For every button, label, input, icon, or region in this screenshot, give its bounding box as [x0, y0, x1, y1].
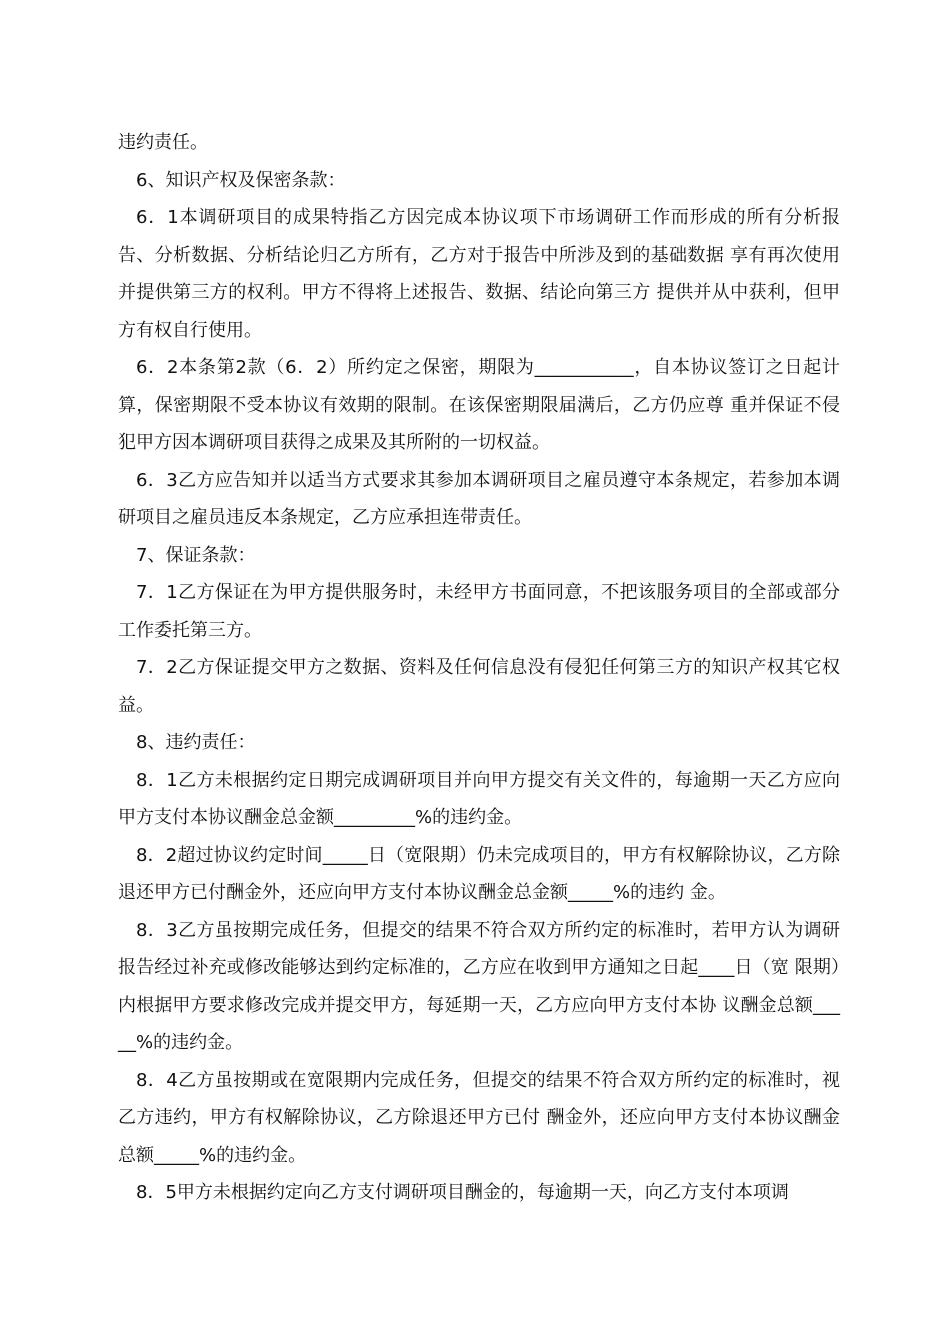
clause-8-3: 8．3乙方虽按期完成任务，但提交的结果不符合双方所约定的标准时，若甲方认为调研 报告经过补充或修改能够达到约定标准的，乙方应在收到甲方通知之日起____日（宽 限期）内根据甲方要求修改完成并提交甲方，每延期一天，乙方应向甲方支付本协 议酬金总额_____%的违约金。	[118, 919, 846, 1053]
section-heading-guarantee: 7、保证条款：	[136, 544, 256, 566]
section-heading-breach: 8、违约责任：	[136, 732, 256, 753]
clause-7-2: 7．2乙方保证提交甲方之数据、资料及任何信息没有侵犯任何第三方的知识产权其它权益。	[118, 657, 840, 716]
clause-8-1: 8．1乙方未根据约定日期完成调研项目并向甲方提交有关文件的，每逾期一天乙方应向甲方支付本协议酬金总金额_________%的违约金。	[118, 769, 840, 828]
paragraph-breach-tail: 违约责任。	[118, 132, 208, 153]
clause-6-1: 6．1本调研项目的成果特指乙方因完成本协议项下市场调研工作而形成的所有分析报告、分析数据、分析结论归乙方所有，乙方对于报告中所涉及到的基础数据 享有再次使用并提供第三方的权利。甲方不得将上述报告、数据、结论向第三方 提供并从中获利，但甲方有权自行使用。	[118, 207, 840, 341]
section-heading-ip-confidentiality: 6、知识产权及保密条款：	[136, 169, 346, 191]
clause-6-3: 6．3乙方应告知并以适当方式要求其参加本调研项目之雇员遵守本条规定，若参加本调研项目之雇员违反本条规定，乙方应承担连带责任。	[118, 469, 840, 528]
clause-7-1: 7．1乙方保证在为甲方提供服务时，未经甲方书面同意，不把该服务项目的全部或部分工作委托第三方。	[118, 582, 840, 641]
clause-8-2: 8．2超过协议约定时间_____日（宽限期）仍未完成项目的，甲方有权解除协议，乙方除退还甲方已付酬金外，还应向甲方支付本协议酬金总金额_____%的违约 金。	[118, 844, 840, 903]
document-body	[118, 124, 846, 1212]
clause-6-2: 6．2本条第2款（6．2）所约定之保密，期限为___________，自本协议签订之日起计算，保密期限不受本协议有效期的限制。在该保密期限届满后，乙方仍应尊 重并保证不侵犯甲方因本调研项目获得之成果及其所附的一切权益。	[118, 357, 840, 453]
clause-8-4: 8．4乙方虽按期或在宽限期内完成任务，但提交的结果不符合双方所约定的标准时，视乙方违约，甲方有权解除协议，乙方除退还甲方已付 酬金外，还应向甲方支付本协议酬金总额_____%的违约金。	[118, 1069, 840, 1166]
clause-8-5: 8．5甲方未根据约定向乙方支付调研项目酬金的，每逾期一天，向乙方支付本项调	[136, 1182, 789, 1203]
